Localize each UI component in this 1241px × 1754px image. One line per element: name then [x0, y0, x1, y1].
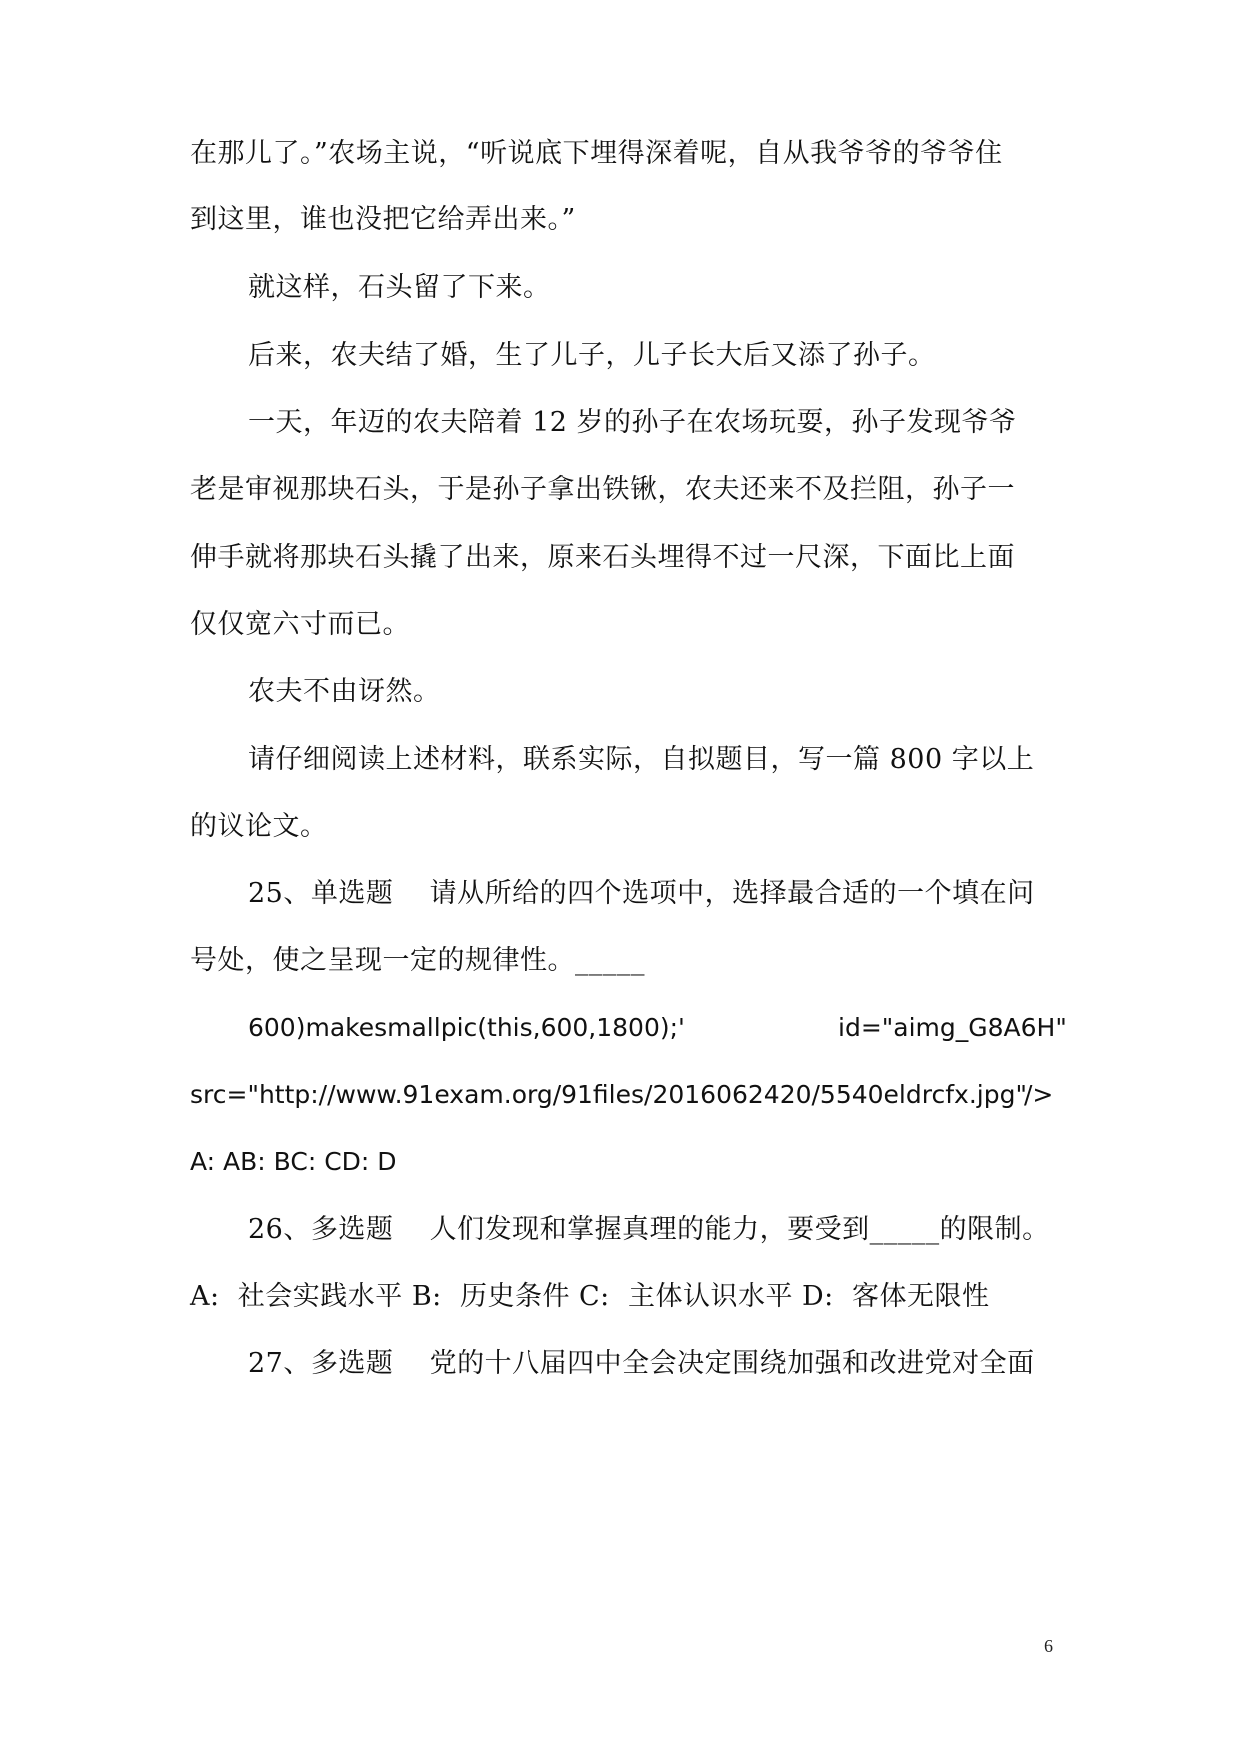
paragraph-line: 的议论文。	[190, 811, 328, 842]
paragraph-line: 在那儿了。”农场主说，“听说底下埋得深着呢，自从我爷爷的爷爷住	[190, 138, 1003, 169]
paragraph-line: 到这里，谁也没把它给弄出来。”	[190, 204, 576, 235]
question-25-code-left: 600)makesmallpic(this,600,1800);'	[248, 1013, 685, 1042]
question-25-stem: 号处，使之呈现一定的规律性。_____	[190, 945, 645, 976]
paragraph-line: 老是审视那块石头，于是孙子拿出铁锹，农夫还来不及拦阻，孙子一	[190, 474, 1015, 505]
paragraph-line: 伸手就将那块石头撬了出来，原来石头埋得不过一尺深，下面比上面	[190, 542, 1015, 573]
question-25-code-left: src="http://www.91exam.org/91files/2016062420/5540eldrcfx.jpg"	[190, 1080, 1027, 1109]
question-27-stem: 27、多选题 党的十八届四中全会决定围绕加强和改进党对全面	[248, 1348, 1035, 1379]
paragraph-line: 一天，年迈的农夫陪着 12 岁的孙子在农场玩耍，孙子发现爷爷	[248, 407, 1017, 438]
paragraph-line: 请仔细阅读上述材料，联系实际，自拟题目，写一篇 800 字以上	[248, 744, 1035, 775]
question-25-stem: 25、单选题 请从所给的四个选项中，选择最合适的一个填在问	[248, 878, 1035, 909]
paragraph: 农夫不由讶然。	[248, 676, 441, 707]
paragraph: 就这样，石头留了下来。	[248, 272, 551, 303]
question-25-options: A: AB: BC: CD: D	[190, 1147, 397, 1176]
question-25-code-right: id="aimg_G8A6H"	[838, 1013, 1067, 1042]
page-number: 6	[1044, 1636, 1053, 1656]
question-26-stem: 26、多选题 人们发现和掌握真理的能力，要受到_____的限制。	[248, 1214, 1050, 1245]
question-26-options: A: 社会实践水平 B: 历史条件 C: 主体认识水平 D: 客体无限性	[190, 1281, 990, 1312]
paragraph-line: 仅仅宽六寸而已。	[190, 609, 410, 640]
paragraph: 后来，农夫结了婚，生了儿子，儿子长大后又添了孙子。	[248, 340, 936, 371]
question-25-code-right: />	[1024, 1080, 1054, 1109]
